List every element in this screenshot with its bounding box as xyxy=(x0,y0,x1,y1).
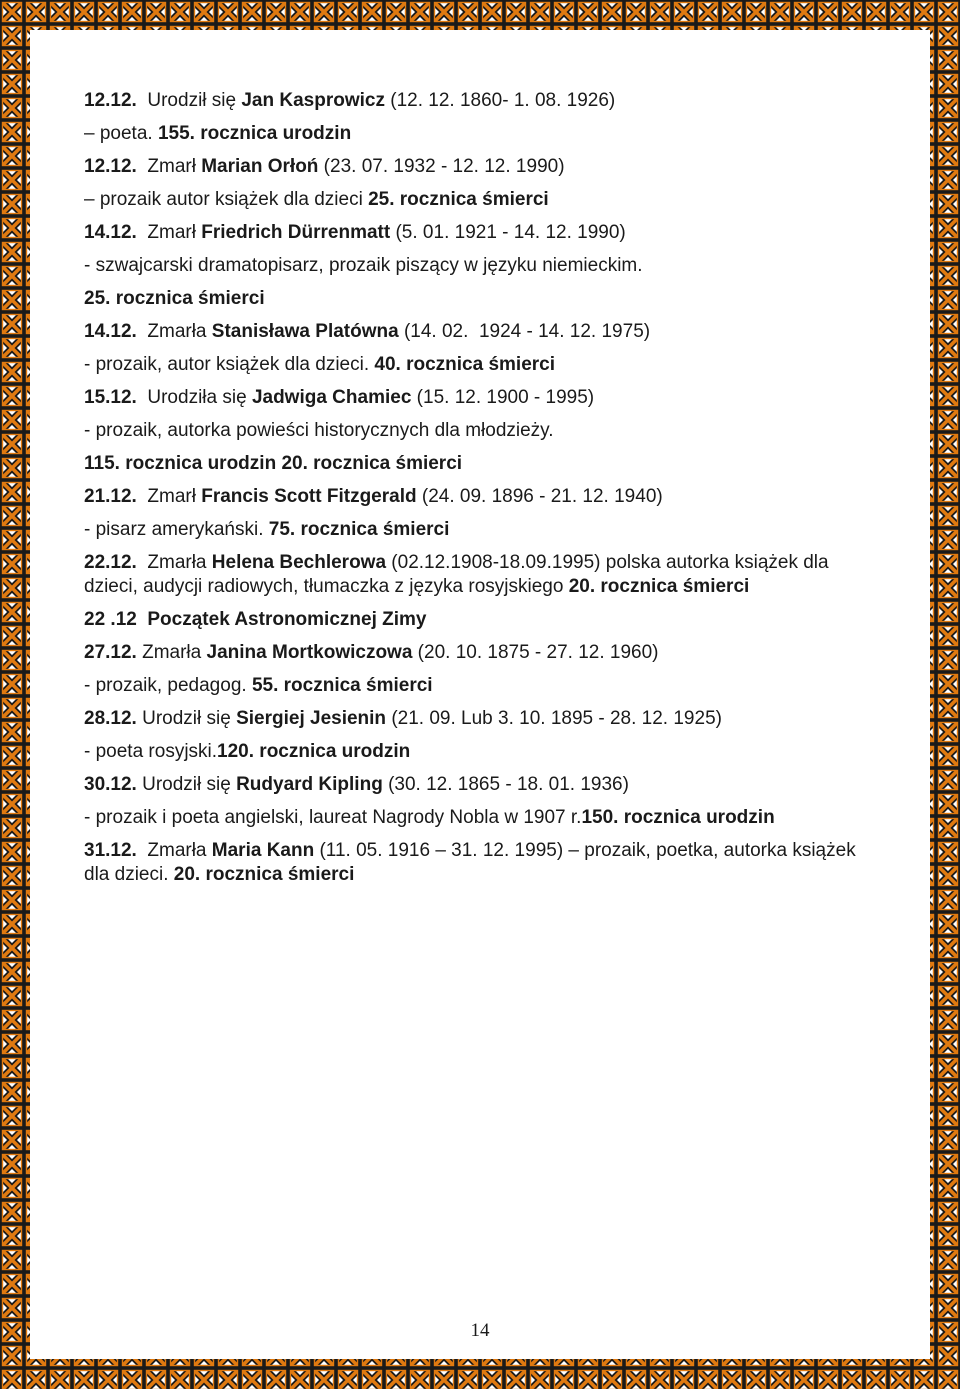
calendar-entry xyxy=(84,834,884,891)
calendar-entry xyxy=(84,603,884,636)
text: (30. 12. 1865 - 18. 01. 1936) xyxy=(382,774,629,795)
text: – poeta. xyxy=(84,123,158,144)
calendar-entry xyxy=(84,84,884,150)
bold-text: 12.12. xyxy=(84,156,137,177)
calendar-entry xyxy=(84,381,884,480)
text: Zmarła xyxy=(136,321,212,342)
entry-line xyxy=(84,315,884,348)
bold-text: 155. rocznica urodzin xyxy=(157,123,352,144)
text: (12. 12. 1860- 1. 08. 1926) xyxy=(384,90,616,111)
entry-line xyxy=(84,216,884,249)
text: (11. 05. 1916 – 31. 12. 1995) – prozaik, poetka, autorka książek dla dzieci. xyxy=(84,840,861,885)
text: (02.12.1908-18.09.1995) polska autorka książek dla dzieci, audycji radiowych, tłumaczka z języka rosyjskiego xyxy=(84,552,834,597)
bold-text: Maria Kann xyxy=(211,840,315,861)
bold-text: 27.12. xyxy=(84,642,137,663)
page-number: 14 xyxy=(470,1320,490,1341)
text: (5. 01. 1921 - 14. 12. 1990) xyxy=(390,222,626,243)
text: Urodziła się xyxy=(136,387,252,408)
bold-text: Jan Kasprowicz xyxy=(241,90,385,111)
entry-line xyxy=(84,513,884,546)
text: Zmarła xyxy=(136,840,212,861)
calendar-entry xyxy=(84,768,884,834)
text: - prozaik i poeta angielski, laureat Nagrody Nobla w 1907 r. xyxy=(84,807,582,828)
bold-text: 25. rocznica śmierci xyxy=(368,189,549,210)
bold-text: 40. rocznica śmierci xyxy=(374,354,556,375)
text: – prozaik autor książek dla dzieci xyxy=(84,189,369,210)
text: - poeta rosyjski. xyxy=(84,741,218,762)
calendar-entry xyxy=(84,546,884,603)
entry-line xyxy=(84,480,884,513)
entry-line xyxy=(84,414,884,447)
entry-line xyxy=(84,381,884,414)
text: Zmarła xyxy=(136,552,212,573)
text: - prozaik, autorka powieści historycznych dla młodzieży. xyxy=(84,420,554,441)
bold-text: Friedrich Dürrenmatt xyxy=(201,222,391,243)
calendar-entry xyxy=(84,315,884,381)
entry-line xyxy=(84,603,884,636)
bold-text: 55. rocznica śmierci xyxy=(251,675,433,696)
text: Zmarła xyxy=(136,642,207,663)
bold-text: 28.12. xyxy=(84,708,137,729)
text: (21. 09. Lub 3. 10. 1895 - 28. 12. 1925) xyxy=(386,708,722,729)
bold-text: Marian Orłoń xyxy=(201,156,319,177)
text: Urodził się xyxy=(136,90,242,111)
bold-text: 150. rocznica urodzin xyxy=(581,807,775,828)
bold-text: 115. rocznica urodzin 20. rocznica śmierci xyxy=(84,453,463,474)
entry-line xyxy=(84,702,884,735)
calendar-entry xyxy=(84,702,884,768)
bold-text: Helena Bechlerowa xyxy=(211,552,387,573)
bold-text: 22.12. xyxy=(84,552,137,573)
entry-line xyxy=(84,768,884,801)
bold-text: 120. rocznica urodzin xyxy=(217,741,411,762)
entry-line xyxy=(84,735,884,768)
calendar-entry xyxy=(84,636,884,702)
bold-text: 25. rocznica śmierci xyxy=(84,288,265,309)
bold-text: Siergiej Jesienin xyxy=(236,708,387,729)
bold-text: 20. rocznica śmierci xyxy=(568,576,750,597)
text: (14. 02. 1924 - 14. 12. 1975) xyxy=(398,321,651,342)
text: - prozaik, autor książek dla dzieci. xyxy=(84,354,375,375)
bold-text: 15.12. xyxy=(84,387,137,408)
text: (23. 07. 1932 - 12. 12. 1990) xyxy=(318,156,565,177)
bold-text: Francis Scott Fitzgerald xyxy=(201,486,417,507)
bold-text: 22 .12 Początek Astronomicznej Zimy xyxy=(84,609,427,630)
bold-text: Jadwiga Chamiec xyxy=(251,387,412,408)
text: Zmarł xyxy=(136,156,202,177)
bold-text: Stanisława Platówna xyxy=(211,321,399,342)
entry-line xyxy=(84,447,884,480)
bold-text: 21.12. xyxy=(84,486,137,507)
entry-line xyxy=(84,150,884,183)
entry-line xyxy=(84,546,884,603)
entry-line xyxy=(84,348,884,381)
bold-text: 12.12. xyxy=(84,90,137,111)
bold-text: Rudyard Kipling xyxy=(236,774,383,795)
text: (20. 10. 1875 - 27. 12. 1960) xyxy=(412,642,659,663)
text: - szwajcarski dramatopisarz, prozaik piszący w języku niemieckim. xyxy=(84,255,643,276)
entry-line xyxy=(84,282,884,315)
bold-text: 75. rocznica śmierci xyxy=(268,519,450,540)
text: Urodził się xyxy=(136,774,237,795)
text: Zmarł xyxy=(136,486,202,507)
bold-text: 31.12. xyxy=(84,840,137,861)
bold-text: 30.12. xyxy=(84,774,137,795)
entry-line xyxy=(84,834,884,891)
bold-text: 14.12. xyxy=(84,321,137,342)
calendar-entry xyxy=(84,480,884,546)
text: (15. 12. 1900 - 1995) xyxy=(411,387,595,408)
entry-line xyxy=(84,636,884,669)
bold-text: 14.12. xyxy=(84,222,137,243)
calendar-entry xyxy=(84,150,884,216)
text: (24. 09. 1896 - 21. 12. 1940) xyxy=(416,486,663,507)
entry-line xyxy=(84,801,884,834)
entry-line xyxy=(84,117,884,150)
calendar-entry xyxy=(84,216,884,315)
anniversary-list xyxy=(84,84,884,891)
text: Zmarł xyxy=(136,222,202,243)
entry-line xyxy=(84,183,884,216)
bold-text: Janina Mortkowiczowa xyxy=(206,642,413,663)
text: - prozaik, pedagog. xyxy=(84,675,252,696)
entry-line xyxy=(84,669,884,702)
text: Urodził się xyxy=(136,708,237,729)
entry-line xyxy=(84,249,884,282)
bold-text: 20. rocznica śmierci xyxy=(173,864,355,885)
text: - pisarz amerykański. xyxy=(84,519,269,540)
entry-line xyxy=(84,84,884,117)
